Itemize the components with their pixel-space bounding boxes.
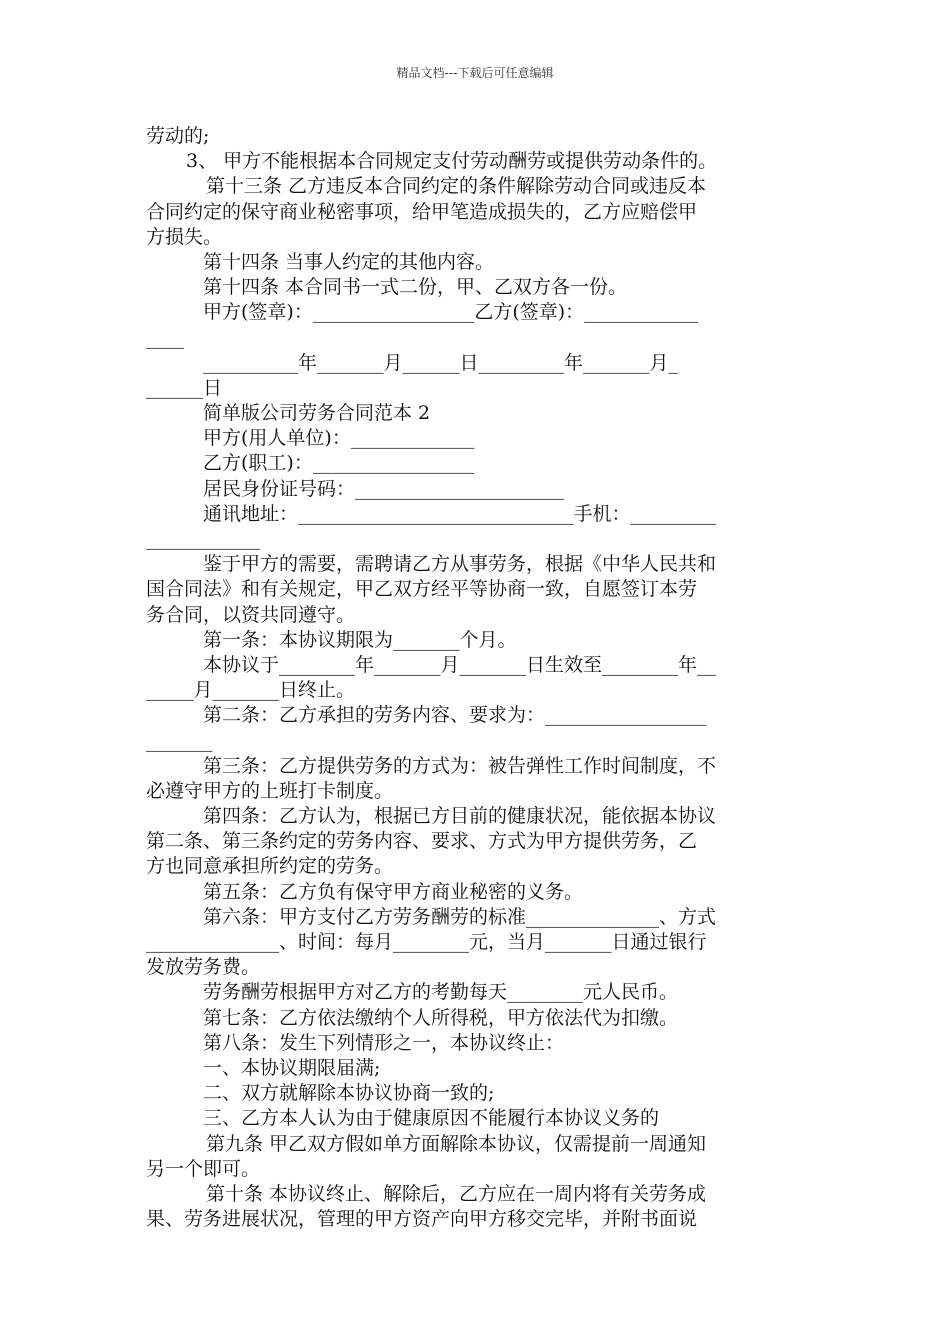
text-line: 第五条：乙方负有保守甲方商业秘密的义务。 [203,880,584,903]
text-line: 第九条 甲乙双方假如单方面解除本协议，仅需提前一周通知 [206,1132,707,1155]
text-line: ____________ [146,528,260,550]
text-line: ______________、时间：每月________元，当月_______日通过银行 [146,931,707,953]
text-line: ______日 [146,376,223,399]
text-line: 乙方(职工)：_________________ [203,452,475,475]
text-line: _____月_______日终止。 [146,679,356,702]
text-line: 国合同法》和有关规定，甲乙双方经平等协商一致，自愿签订本劳 [146,578,698,601]
text-line: _______ [146,729,213,752]
text-line: 方也同意承担所约定的劳务。 [146,855,394,878]
text-line: 另一个即可。 [146,1157,261,1180]
text-line: 通讯地址：_____________________________手机：_________ [203,502,717,525]
text-line: 劳务酬劳根据甲方对乙方的考勤每天________元人民币。 [203,981,679,1004]
text-line: 合同约定的保守商业秘密事项，给甲笔造成损失的，乙方应赔偿甲 [146,200,698,223]
page-header: 精品文档---下载后可任意编辑 [396,66,554,80]
text-line: 甲方(用人单位)：_____________ [203,427,475,450]
text-line: 必遵守甲方的上班打卡制度。 [146,779,394,802]
text-line: 简单版公司劳务合同范本 2 [203,402,431,425]
text-line: 发放劳务费。 [146,956,261,979]
text-line: 第十三条 乙方违反本合同约定的条件解除劳动合同或违反本 [206,175,707,198]
text-line: 居民身份证号码：______________________ [203,477,565,500]
text-line: 第四条：乙方认为，根据已方目前的健康状况，能依据本协议 [203,805,717,828]
text-line: 第二条、第三条约定的劳务内容、要求、方式为甲方提供劳务，乙 [146,830,698,853]
text-line: 第六条：甲方支付乙方劳务酬劳的标准______________、方式 [203,905,717,928]
text-line: 方损失。 [146,225,223,248]
text-line: 一、本协议期限届满; [203,1056,381,1079]
text-line: 第七条：乙方依法缴纳个人所得税，甲方依法代为扣缴。 [203,1006,679,1029]
document-body [146,124,810,1232]
text-line: 务合同，以资共同遵守。 [146,603,356,626]
text-line: 第八条：发生下列情形之一，本协议终止： [203,1031,565,1054]
text-line: 第三条：乙方提供劳务的方式为：被告弹性工作时间制度，不 [203,754,717,777]
text-line: 鉴于甲方的需要，需聘请乙方从事劳务，根据《中华人民共和 [203,553,717,576]
text-line: 二、双方就解除本协议协商一致的; [203,1082,495,1105]
text-line: 第二条：乙方承担的劳务内容、要求为：_________________ [203,704,707,727]
text-line: 甲方(签章)：_________________乙方(签章)：____________ [203,301,699,324]
text-line: 3、 甲方不能根据本合同规定支付劳动酬劳或提供劳动条件的。 [186,150,718,173]
text-line: ____ [146,326,184,349]
text-line: 第十条 本协议终止、解除后，乙方应在一周内将有关劳务成 [206,1182,707,1205]
text-line: 果、劳务进展状况，管理的甲方资产向甲方移交完毕，并附书面说 [146,1208,698,1231]
text-line: 第一条：本协议期限为_______个月。 [203,628,517,651]
text-line: 第十四条 当事人约定的其他内容。 [203,250,495,273]
text-line: 三、乙方本人认为由于健康原因不能履行本协议义务的 [203,1107,660,1130]
text-line: 第十四条 本合同书一式二份，甲、乙双方各一份。 [203,276,628,299]
text-line: 本协议于________年_______月_______日生效至________年__ [203,653,717,676]
text-line: __________年_______月______日_________年_______月_ [203,351,679,374]
text-line: 劳动的; [146,125,210,147]
